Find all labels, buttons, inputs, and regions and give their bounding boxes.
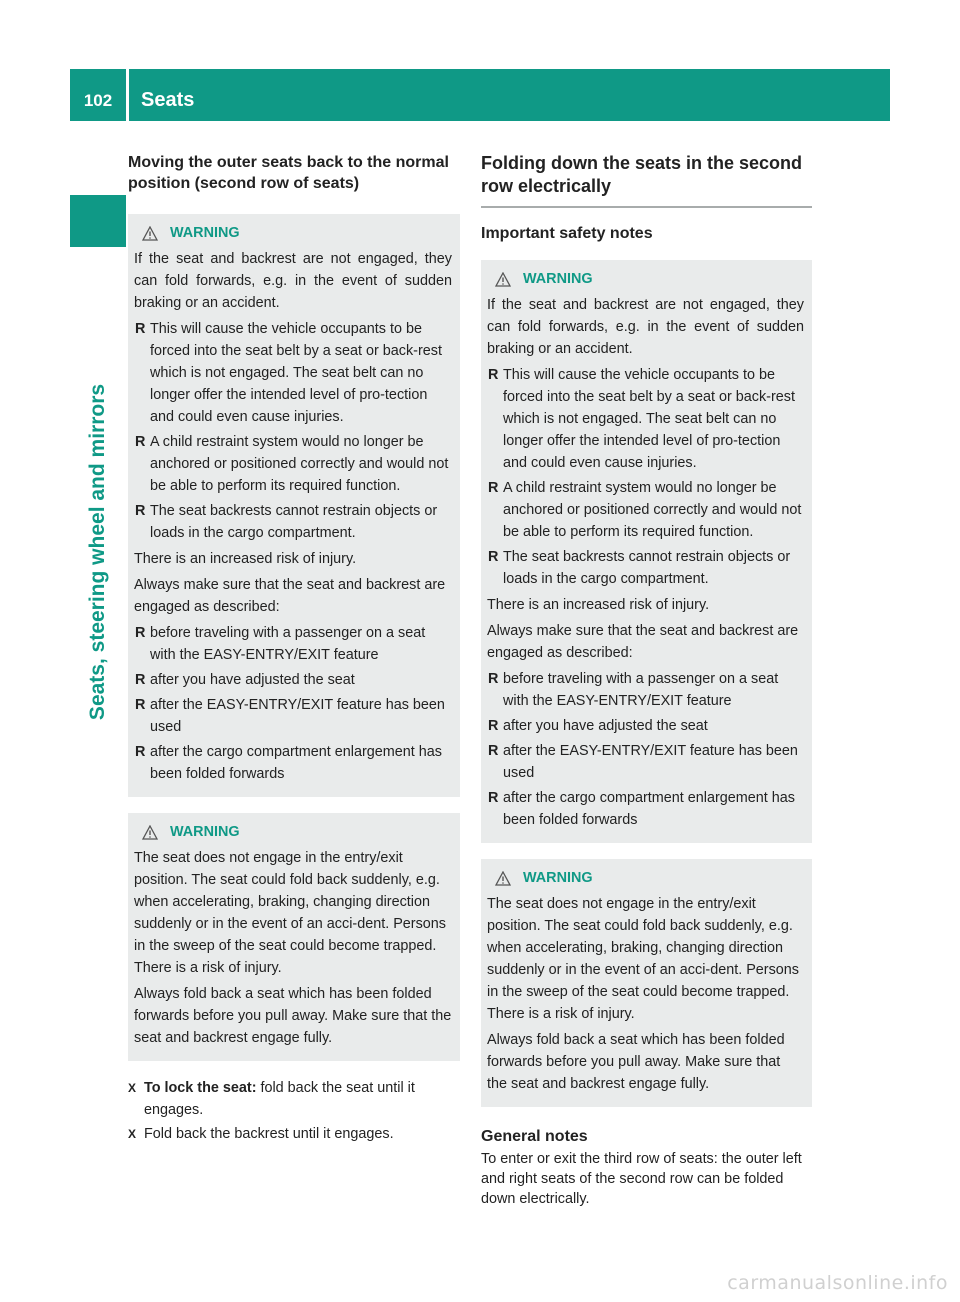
warning-text: Always fold back a seat which has been folded forwards before you pull away. Make sure that the seat and backrest engage fully. (487, 1032, 785, 1092)
warning-text: Always fold back a seat which has been folded forwards before you pull away. Make sure that the seat and backrest engage fully. (134, 986, 452, 1046)
side-tab-block (70, 195, 126, 247)
list-item: R after the cargo compartment enlargement has been folded forwards (134, 741, 452, 785)
side-chapter-label (74, 368, 122, 736)
bullet-icon: R (488, 790, 499, 806)
warning-intro: If the seat and backrest are not engaged, they can fold forwards, e.g. in the event of sudden braking or an accident. (134, 251, 452, 311)
bullet-icon: R (488, 671, 499, 687)
warning-bullet-list (487, 668, 804, 831)
bullet-icon: R (135, 434, 146, 450)
warning-label: WARNING (170, 225, 240, 241)
bullet-icon: R (488, 549, 499, 565)
bullet-icon: R (135, 744, 146, 760)
warning-text: The seat does not engage in the entry/exit position. The seat could fold back suddenly, e.g. when accelerating, braking, changing direction suddenly or in the event of an acci-dent. Persons in the sweep of the seat could become trapped. There is a risk of injury. (134, 850, 446, 976)
left-section-title: Moving the outer seats back to the normal position (second row of seats) (128, 154, 449, 192)
warning-intro: If the seat and backrest are not engaged, they can fold forwards, e.g. in the event of sudden braking or an accident. (487, 297, 804, 357)
right-column (481, 152, 812, 1209)
warning-label: WARNING (523, 271, 593, 287)
warning-advice: Always make sure that the seat and backrest are engaged as described: (134, 577, 446, 615)
side-chapter-text: Seats, steering wheel and mirrors (86, 383, 109, 721)
bullet-icon: R (135, 321, 146, 337)
warning-triangle-icon (142, 226, 158, 241)
general-notes-title: General notes (481, 1128, 588, 1145)
list-item: X Fold back the backrest until it engages. (128, 1123, 460, 1145)
bullet-icon: R (135, 672, 146, 688)
list-item: R This will cause the vehicle occupants to be forced into the seat belt by a seat or back-rest which is not engaged. The seat belt can no longer offer the intended level of pro-tection and could even cause injuries. (487, 364, 804, 474)
bullet-icon: R (488, 480, 499, 496)
list-item: R The seat backrests cannot restrain objects or loads in the cargo compartment. (134, 500, 452, 544)
list-item: R before traveling with a passenger on a seat with the EASY-ENTRY/EXIT feature (487, 668, 804, 712)
warning-box (128, 813, 460, 1061)
warning-advice: Always make sure that the seat and backrest are engaged as described: (487, 623, 799, 661)
warning-box (128, 214, 460, 797)
general-notes-text: To enter or exit the third row of seats: the outer left and right seats of the second row can be folded down electrically. (481, 1151, 802, 1207)
warning-triangle-icon (495, 272, 511, 287)
warning-triangle-icon (495, 871, 511, 886)
list-item: R before traveling with a passenger on a seat with the EASY-ENTRY/EXIT feature (134, 622, 452, 666)
warning-bullet-list (134, 622, 452, 785)
warning-bullet-list (134, 318, 452, 544)
list-item: R A child restraint system would no longer be anchored or positioned correctly and would not be able to perform its required function. (487, 477, 804, 543)
warning-label: WARNING (170, 824, 240, 840)
left-column (128, 152, 460, 1147)
warning-label: WARNING (523, 870, 593, 886)
list-item: R This will cause the vehicle occupants to be forced into the seat belt by a seat or back-rest which is not engaged. The seat belt can no longer offer the intended level of pro-tection and could even cause injuries. (134, 318, 452, 428)
warning-text: The seat does not engage in the entry/exit position. The seat could fold back suddenly, e.g. when accelerating, braking, changing direction suddenly or in the event of an acci-dent. Persons in the sweep of the seat could become trapped. There is a risk of injury. (487, 896, 799, 1022)
bullet-icon: R (488, 743, 499, 759)
list-item: R A child restraint system would no longer be anchored or positioned correctly and would not be able to perform its required function. (134, 431, 452, 497)
warning-heading (487, 867, 804, 889)
bullet-icon: R (488, 718, 499, 734)
warning-heading (487, 268, 804, 290)
header-separator (126, 69, 129, 121)
step-arrow-icon: X (128, 1081, 137, 1095)
list-item: R after the EASY-ENTRY/EXIT feature has been used (134, 694, 452, 738)
page-number: 102 (83, 91, 113, 110)
step-list (128, 1077, 460, 1145)
step-arrow-icon: X (128, 1127, 137, 1141)
right-section-title: Folding down the seats in the second row electrically (481, 152, 812, 208)
bullet-icon: R (135, 697, 146, 713)
bullet-icon: R (135, 625, 146, 641)
list-item: X To lock the seat: fold back the seat until it engages. (128, 1077, 460, 1121)
list-item: R The seat backrests cannot restrain objects or loads in the cargo compartment. (487, 546, 804, 590)
page-header (70, 69, 890, 121)
warning-bullet-list (487, 364, 804, 590)
warning-risk: There is an increased risk of injury. (134, 551, 357, 567)
warning-triangle-icon (142, 825, 158, 840)
warning-heading (134, 222, 452, 244)
bullet-icon: R (488, 367, 499, 383)
bullet-icon: R (135, 503, 146, 519)
page-title: Seats (141, 89, 195, 111)
watermark: carmanualsonline.info (727, 1272, 948, 1294)
warning-box (481, 260, 812, 843)
list-item: R after you have adjusted the seat (487, 715, 804, 737)
list-item: R after the EASY-ENTRY/EXIT feature has been used (487, 740, 804, 784)
warning-box (481, 859, 812, 1107)
list-item: R after the cargo compartment enlargement has been folded forwards (487, 787, 804, 831)
right-subtitle: Important safety notes (481, 225, 653, 242)
warning-heading (134, 821, 452, 843)
warning-risk: There is an increased risk of injury. (487, 597, 710, 613)
list-item: R after you have adjusted the seat (134, 669, 452, 691)
